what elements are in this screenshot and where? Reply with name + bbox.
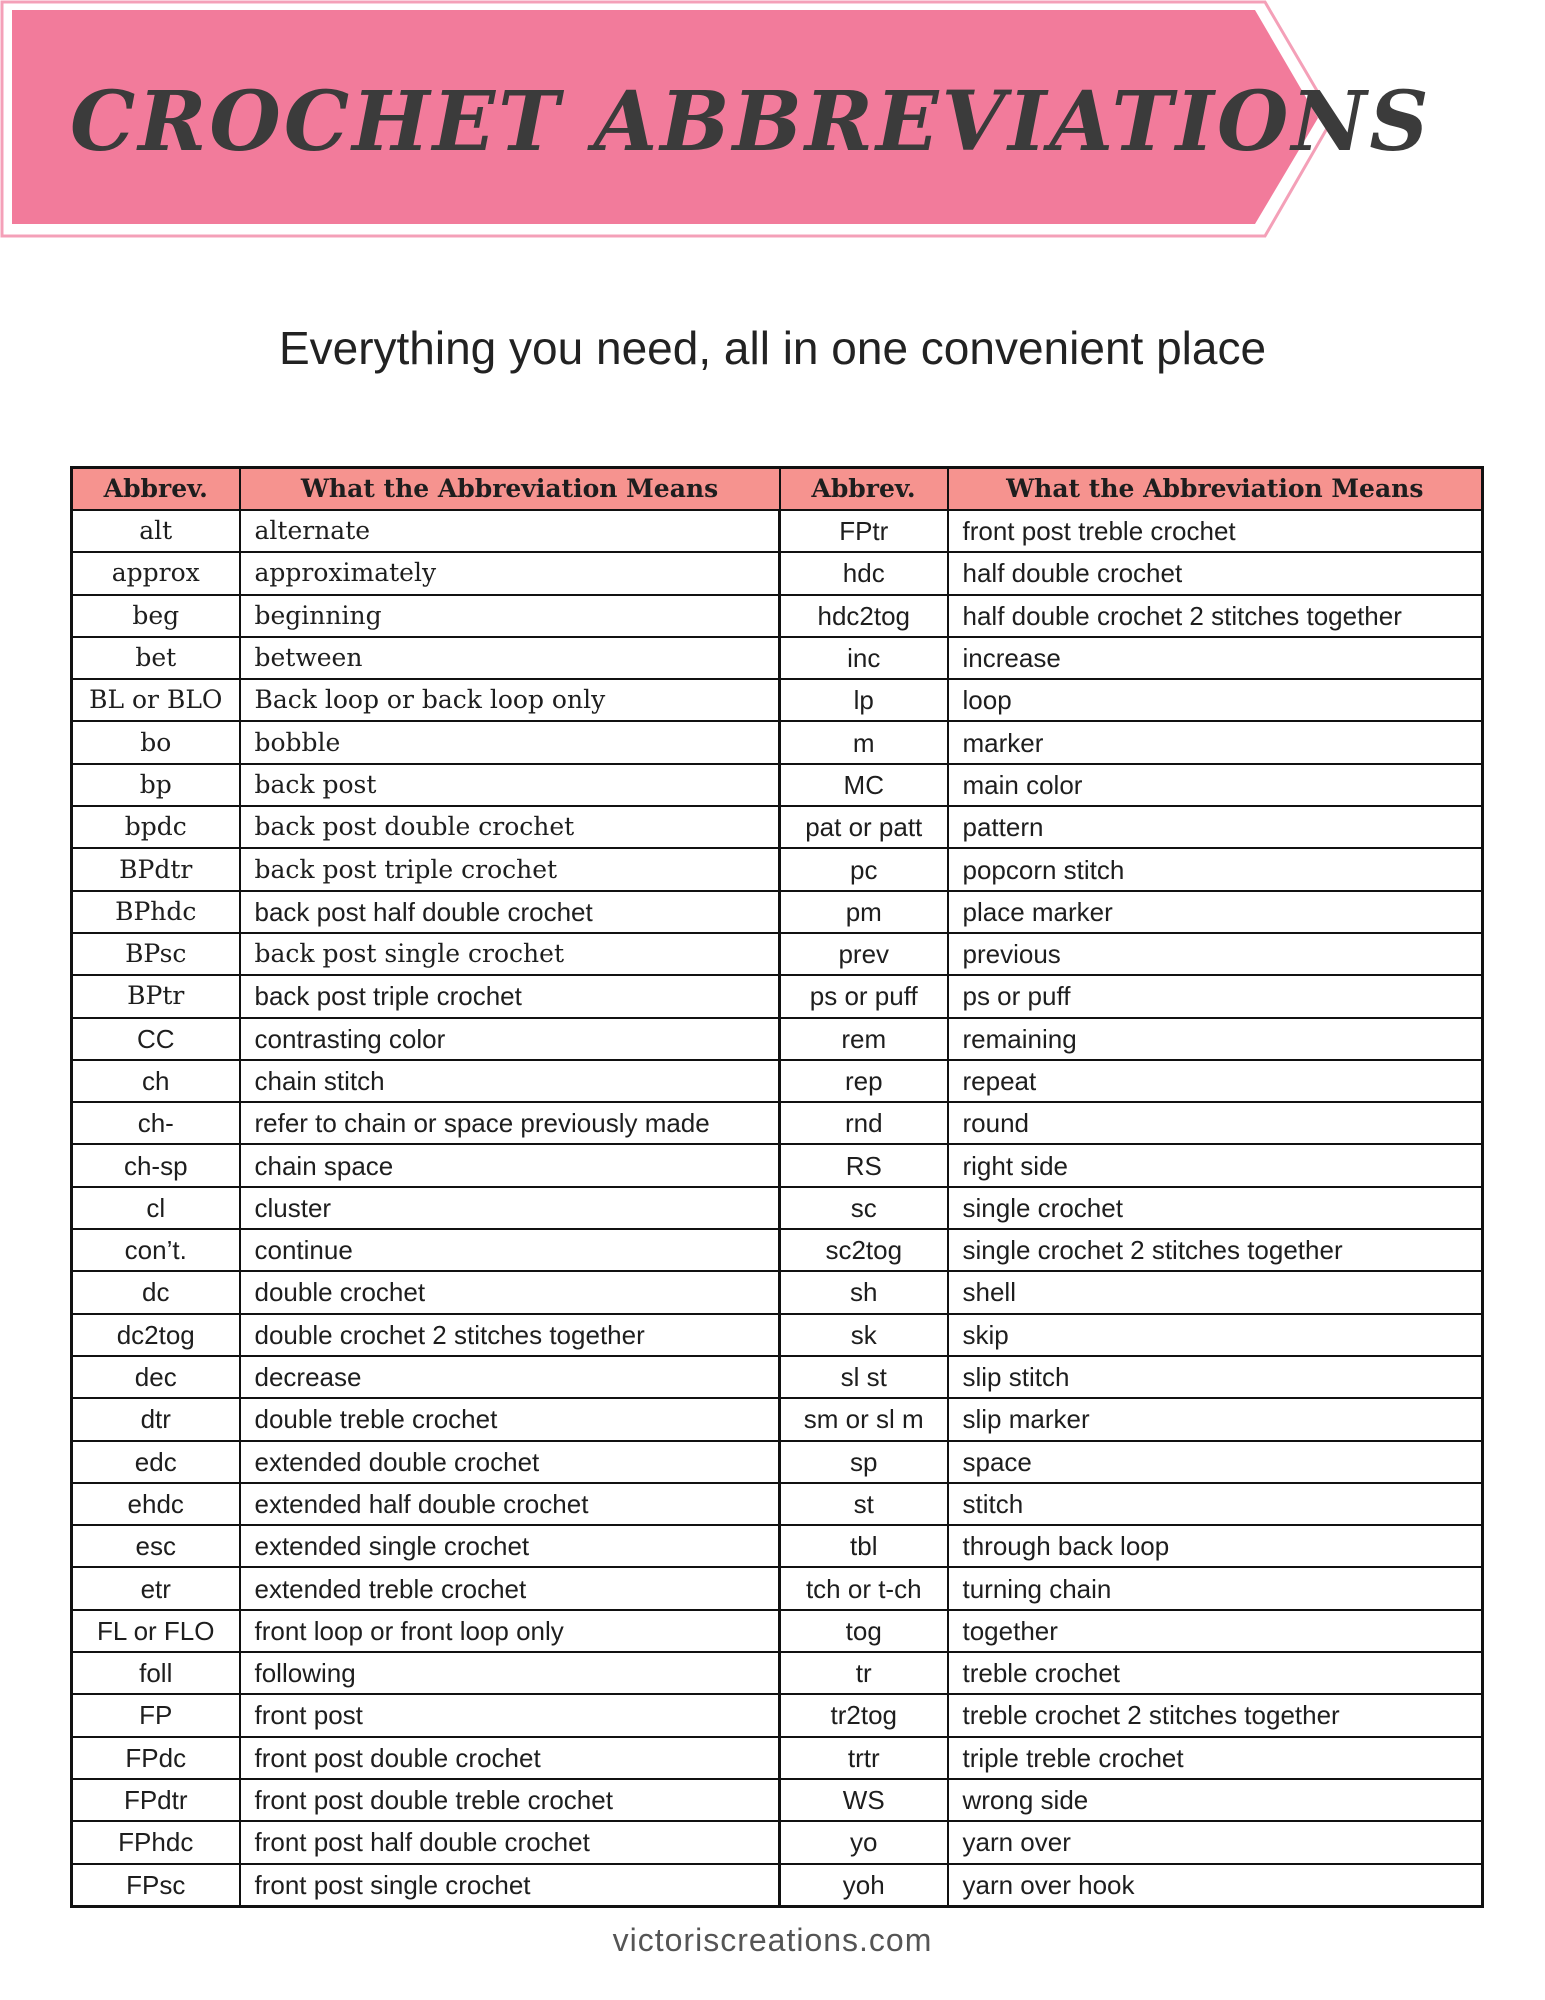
abbrev-cell: ch- [72,1102,240,1144]
abbrev-cell: approx [72,552,240,594]
meaning-cell: approximately [240,552,780,594]
table-row [72,1652,1483,1694]
meaning-cell: repeat [948,1060,1483,1102]
meaning-cell: decrease [240,1356,780,1398]
abbrev-cell: CC [72,1018,240,1060]
abbrev-cell: sc2tog [780,1229,948,1271]
abbrev-cell: hdc2tog [780,595,948,637]
abbrev-cell: FL or FLO [72,1610,240,1652]
meaning-cell: extended double crochet [240,1441,780,1483]
abbrev-cell: esc [72,1525,240,1567]
abbrev-cell: foll [72,1652,240,1694]
header-meaning-right: What the Abbreviation Means [948,468,1483,511]
abbrev-cell: pat or patt [780,806,948,848]
table-row [72,595,1483,637]
abbrev-cell: beg [72,595,240,637]
meaning-cell: half double crochet 2 stitches together [948,595,1483,637]
abbrev-cell: bo [72,721,240,763]
abbrev-cell: inc [780,637,948,679]
abbrev-cell: pm [780,891,948,933]
abbrev-cell: sc [780,1187,948,1229]
meaning-cell: shell [948,1271,1483,1313]
abbrev-cell: tr [780,1652,948,1694]
meaning-cell: back post triple crochet [240,975,780,1017]
title-banner [0,0,1432,240]
abbrev-cell: sk [780,1314,948,1356]
meaning-cell: extended single crochet [240,1525,780,1567]
meaning-cell: treble crochet 2 stitches together [948,1694,1483,1736]
abbrev-cell: sh [780,1271,948,1313]
table-row [72,1483,1483,1525]
table-row [72,1356,1483,1398]
table-row [72,764,1483,806]
abbrev-cell: ps or puff [780,975,948,1017]
meaning-cell: slip stitch [948,1356,1483,1398]
meaning-cell: double crochet 2 stitches together [240,1314,780,1356]
abbrev-cell: hdc [780,552,948,594]
abbrev-cell: ehdc [72,1483,240,1525]
meaning-cell: continue [240,1229,780,1271]
abbrev-cell: trtr [780,1737,948,1779]
abbrev-cell: BPtr [72,975,240,1017]
meaning-cell: marker [948,721,1483,763]
meaning-cell: beginning [240,595,780,637]
table-row [72,1144,1483,1186]
meaning-cell: front post half double crochet [240,1821,780,1863]
table-row [72,1187,1483,1229]
meaning-cell: front post double treble crochet [240,1779,780,1821]
abbrev-cell: sl st [780,1356,948,1398]
abbrev-cell: FPdc [72,1737,240,1779]
table-row [72,1398,1483,1440]
meaning-cell: single crochet [948,1187,1483,1229]
abbrev-cell: rnd [780,1102,948,1144]
meaning-cell: refer to chain or space previously made [240,1102,780,1144]
abbrev-cell: WS [780,1779,948,1821]
table-row [72,552,1483,594]
abbrev-cell: alt [72,510,240,552]
meaning-cell: triple treble crochet [948,1737,1483,1779]
abbrev-cell: FPsc [72,1864,240,1907]
table-row [72,1610,1483,1652]
abbrev-cell: ch [72,1060,240,1102]
table-row [72,1779,1483,1821]
abbrev-cell: m [780,721,948,763]
meaning-cell: round [948,1102,1483,1144]
abbrev-cell: rep [780,1060,948,1102]
meaning-cell: right side [948,1144,1483,1186]
header-meaning-left: What the Abbreviation Means [240,468,780,511]
meaning-cell: half double crochet [948,552,1483,594]
meaning-cell: together [948,1610,1483,1652]
meaning-cell: cluster [240,1187,780,1229]
meaning-cell: yarn over [948,1821,1483,1863]
meaning-cell: back post single crochet [240,933,780,975]
abbrev-cell: MC [780,764,948,806]
meaning-cell: back post [240,764,780,806]
table-row [72,1314,1483,1356]
meaning-cell: alternate [240,510,780,552]
abbrev-cell: etr [72,1567,240,1609]
abbrev-cell: FPtr [780,510,948,552]
header-abbrev-right: Abbrev. [780,468,948,511]
meaning-cell: turning chain [948,1567,1483,1609]
meaning-cell: chain space [240,1144,780,1186]
abbrev-cell: dec [72,1356,240,1398]
abbrev-cell: bet [72,637,240,679]
abbrev-cell: yoh [780,1864,948,1907]
abbrev-cell: lp [780,679,948,721]
meaning-cell: remaining [948,1018,1483,1060]
meaning-cell: single crochet 2 stitches together [948,1229,1483,1271]
meaning-cell: contrasting color [240,1018,780,1060]
abbrev-cell: bp [72,764,240,806]
abbrev-cell: ch-sp [72,1144,240,1186]
meaning-cell: ps or puff [948,975,1483,1017]
table-row [72,1102,1483,1144]
meaning-cell: stitch [948,1483,1483,1525]
abbrev-cell: con’t. [72,1229,240,1271]
abbrev-cell: dtr [72,1398,240,1440]
abbrev-cell: BL or BLO [72,679,240,721]
page-title: CROCHET ABBREVIATIONS [70,74,1432,170]
table-row [72,933,1483,975]
meaning-cell: previous [948,933,1483,975]
header-abbrev-left: Abbrev. [72,468,240,511]
table-row [72,679,1483,721]
abbrev-cell: sp [780,1441,948,1483]
meaning-cell: place marker [948,891,1483,933]
meaning-cell: slip marker [948,1398,1483,1440]
abbrev-cell: bpdc [72,806,240,848]
meaning-cell: front post single crochet [240,1864,780,1907]
abbrev-cell: tbl [780,1525,948,1567]
abbrev-cell: edc [72,1441,240,1483]
meaning-cell: front post [240,1694,780,1736]
table-row [72,510,1483,552]
page-subtitle: Everything you need, all in one convenient place [278,322,1267,374]
table-row [72,975,1483,1017]
table-header-row [72,468,1483,511]
meaning-cell: back post double crochet [240,806,780,848]
meaning-cell: front post treble crochet [948,510,1483,552]
table-row [72,1694,1483,1736]
table-row [72,1060,1483,1102]
abbrev-cell: rem [780,1018,948,1060]
meaning-cell: popcorn stitch [948,848,1483,890]
meaning-cell: loop [948,679,1483,721]
table-row [72,1229,1483,1271]
abbreviations-table [70,466,1484,1908]
table-row [72,1737,1483,1779]
meaning-cell: treble crochet [948,1652,1483,1694]
meaning-cell: extended treble crochet [240,1567,780,1609]
meaning-cell: extended half double crochet [240,1483,780,1525]
abbrev-cell: BPsc [72,933,240,975]
table-row [72,1018,1483,1060]
table-body [72,510,1483,1906]
abbrev-cell: FPdtr [72,1779,240,1821]
meaning-cell: chain stitch [240,1060,780,1102]
meaning-cell: through back loop [948,1525,1483,1567]
meaning-cell: between [240,637,780,679]
table-row [72,891,1483,933]
table-row [72,721,1483,763]
abbrev-cell: tch or t-ch [780,1567,948,1609]
table-row [72,1525,1483,1567]
abbrev-cell: BPhdc [72,891,240,933]
abbrev-cell: yo [780,1821,948,1863]
meaning-cell: increase [948,637,1483,679]
meaning-cell: yarn over hook [948,1864,1483,1907]
abbrev-cell: RS [780,1144,948,1186]
table-row [72,848,1483,890]
meaning-cell: Back loop or back loop only [240,679,780,721]
table-row [72,1567,1483,1609]
meaning-cell: double treble crochet [240,1398,780,1440]
abbrev-cell: sm or sl m [780,1398,948,1440]
abbrev-cell: tr2tog [780,1694,948,1736]
meaning-cell: main color [948,764,1483,806]
table-row [72,1271,1483,1313]
meaning-cell: back post triple crochet [240,848,780,890]
abbrev-cell: tog [780,1610,948,1652]
table-row [72,1441,1483,1483]
abbrev-cell: dc2tog [72,1314,240,1356]
meaning-cell: front post double crochet [240,1737,780,1779]
abbrev-cell: prev [780,933,948,975]
meaning-cell: back post half double crochet [240,891,780,933]
footer-website: victoriscreations.com [612,1922,933,1958]
meaning-cell: double crochet [240,1271,780,1313]
table-row [72,1864,1483,1907]
abbrev-cell: dc [72,1271,240,1313]
meaning-cell: space [948,1441,1483,1483]
meaning-cell: bobble [240,721,780,763]
meaning-cell: skip [948,1314,1483,1356]
table-row [72,806,1483,848]
abbrev-cell: FP [72,1694,240,1736]
abbrev-cell: pc [780,848,948,890]
meaning-cell: front loop or front loop only [240,1610,780,1652]
abbrev-cell: FPhdc [72,1821,240,1863]
meaning-cell: pattern [948,806,1483,848]
table-row [72,637,1483,679]
meaning-cell: following [240,1652,780,1694]
meaning-cell: wrong side [948,1779,1483,1821]
table-row [72,1821,1483,1863]
abbrev-cell: BPdtr [72,848,240,890]
abbrev-cell: cl [72,1187,240,1229]
abbrev-cell: st [780,1483,948,1525]
